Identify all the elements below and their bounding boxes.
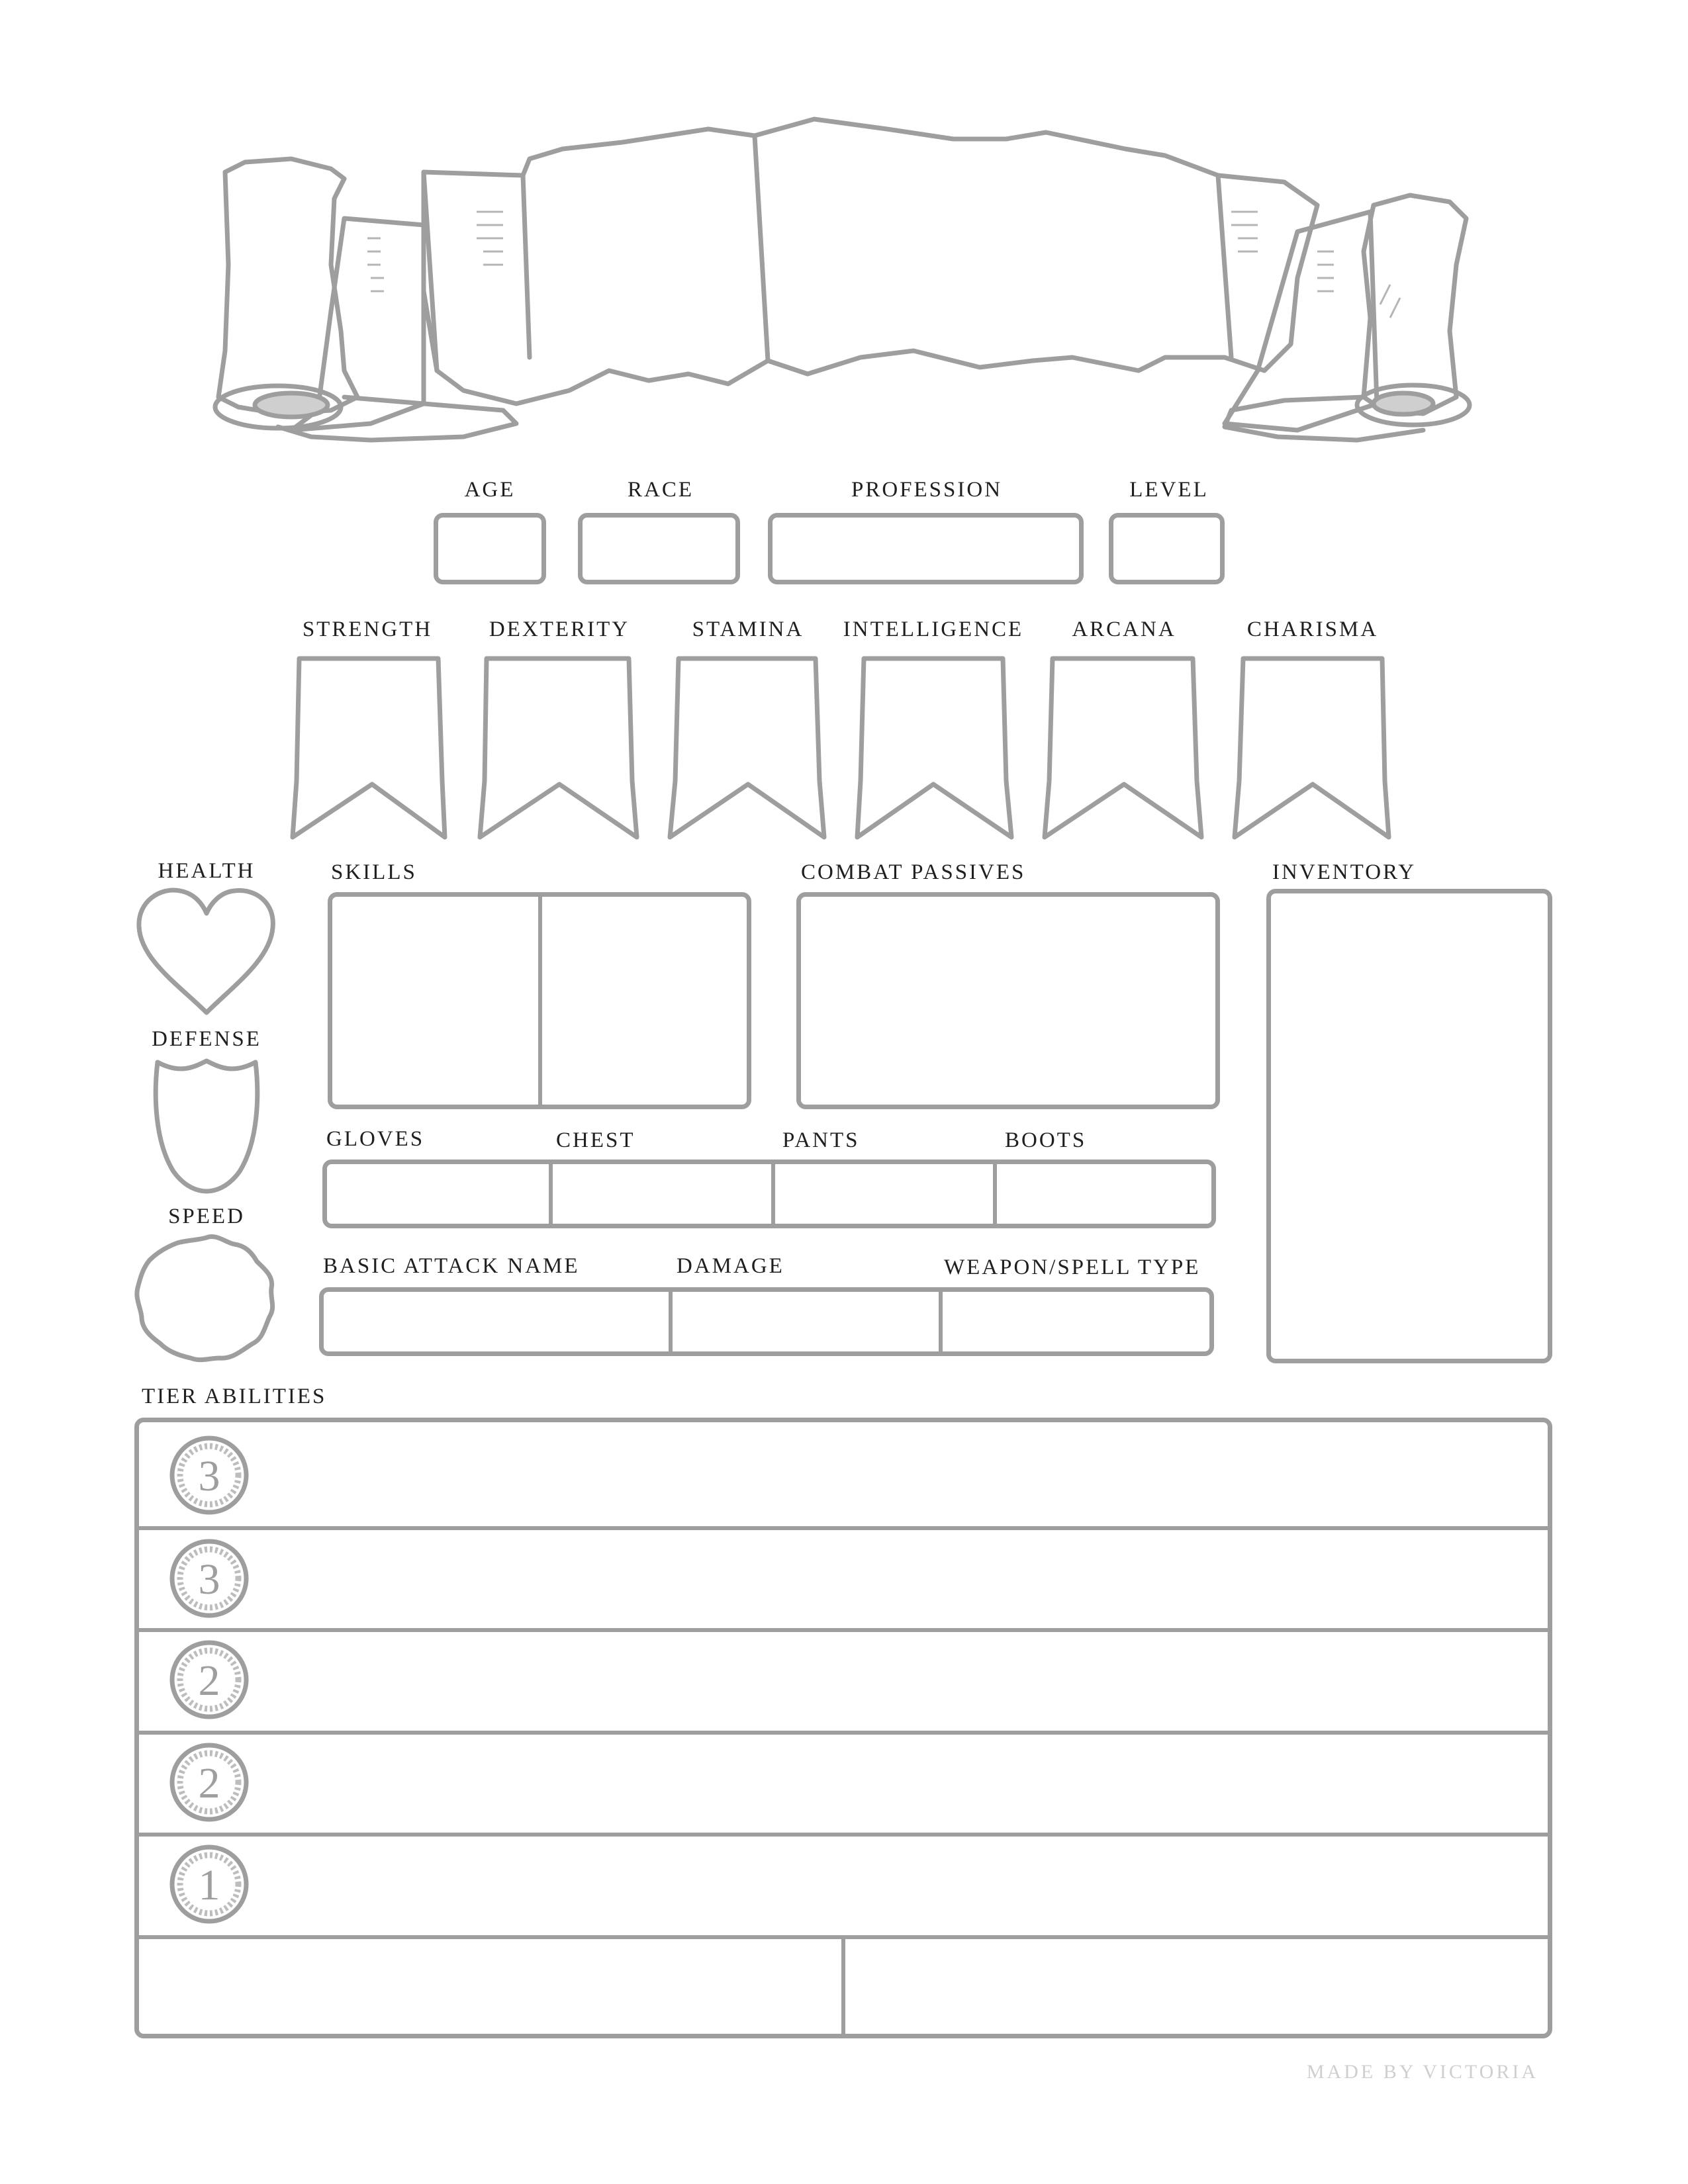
tier-abilities-label: TIER ABILITIES xyxy=(142,1385,327,1408)
profession-label: PROFESSION xyxy=(851,478,1003,502)
speed-badge-icon[interactable] xyxy=(134,1232,279,1365)
age-label: AGE xyxy=(464,478,516,502)
combat-passives-box[interactable] xyxy=(796,892,1220,1109)
skills-label: SKILLS xyxy=(331,860,417,884)
speed-label: SPEED xyxy=(168,1205,245,1228)
tier-row[interactable] xyxy=(139,1627,1548,1726)
age-field[interactable] xyxy=(434,513,546,584)
level-field[interactable] xyxy=(1109,513,1225,584)
tier-row[interactable] xyxy=(139,1832,1548,1931)
profession-field[interactable] xyxy=(768,513,1084,584)
shield-icon[interactable] xyxy=(154,1056,259,1201)
skills-divider xyxy=(538,897,542,1105)
dexterity-label: DEXTERITY xyxy=(489,617,630,641)
bottom-right-field[interactable] xyxy=(841,1934,1548,2034)
strength-label: STRENGTH xyxy=(302,617,433,641)
level-label: LEVEL xyxy=(1129,478,1209,502)
intelligence-pennant[interactable] xyxy=(857,659,1011,837)
stamina-pennant[interactable] xyxy=(670,659,824,837)
charisma-pennant[interactable] xyxy=(1235,659,1389,837)
weapon-spell-type-label: WEAPON/SPELL TYPE xyxy=(944,1255,1201,1279)
tier-number: 2 xyxy=(198,1759,220,1807)
tier-number: 1 xyxy=(198,1861,220,1909)
attack-row[interactable] xyxy=(319,1287,1214,1356)
stamina-label: STAMINA xyxy=(692,617,804,641)
tier-row[interactable] xyxy=(139,1525,1548,1623)
arcana-label: ARCANA xyxy=(1072,617,1176,641)
inventory-label: INVENTORY xyxy=(1272,860,1417,884)
pants-label: PANTS xyxy=(782,1128,860,1152)
chest-label: CHEST xyxy=(556,1128,635,1152)
basic-attack-name-label: BASIC ATTACK NAME xyxy=(323,1254,580,1278)
intelligence-label: INTELLIGENCE xyxy=(843,617,1024,641)
gear-divider xyxy=(993,1164,997,1224)
race-label: RACE xyxy=(627,478,694,502)
charisma-label: CHARISMA xyxy=(1246,617,1379,641)
arcana-pennant[interactable] xyxy=(1045,659,1201,837)
bottom-left-field[interactable] xyxy=(139,1934,837,2034)
tier-row[interactable] xyxy=(139,1422,1548,1522)
gloves-label: GLOVES xyxy=(326,1127,425,1151)
credit-text: MADE BY VICTORIA xyxy=(1306,2061,1538,2083)
health-label: HEALTH xyxy=(158,859,256,883)
attack-divider xyxy=(939,1292,943,1351)
combat-passives-label: COMBAT PASSIVES xyxy=(801,860,1026,884)
tier-number: 3 xyxy=(198,1452,220,1500)
skills-box[interactable] xyxy=(328,892,751,1109)
scroll-banner-icon xyxy=(0,0,1688,477)
attack-divider xyxy=(669,1292,673,1351)
damage-label: DAMAGE xyxy=(677,1254,784,1278)
tier-number: 3 xyxy=(198,1555,220,1604)
heart-icon[interactable] xyxy=(134,887,279,1019)
race-field[interactable] xyxy=(578,513,740,584)
strength-pennant[interactable] xyxy=(293,659,445,837)
boots-label: BOOTS xyxy=(1005,1128,1087,1152)
gear-row[interactable] xyxy=(322,1160,1216,1228)
gear-divider xyxy=(771,1164,775,1224)
tier-number: 2 xyxy=(198,1657,220,1705)
tier-row[interactable] xyxy=(139,1730,1548,1828)
gear-divider xyxy=(549,1164,553,1224)
dexterity-pennant[interactable] xyxy=(480,659,637,837)
inventory-box[interactable] xyxy=(1266,889,1552,1363)
defense-label: DEFENSE xyxy=(152,1027,261,1051)
